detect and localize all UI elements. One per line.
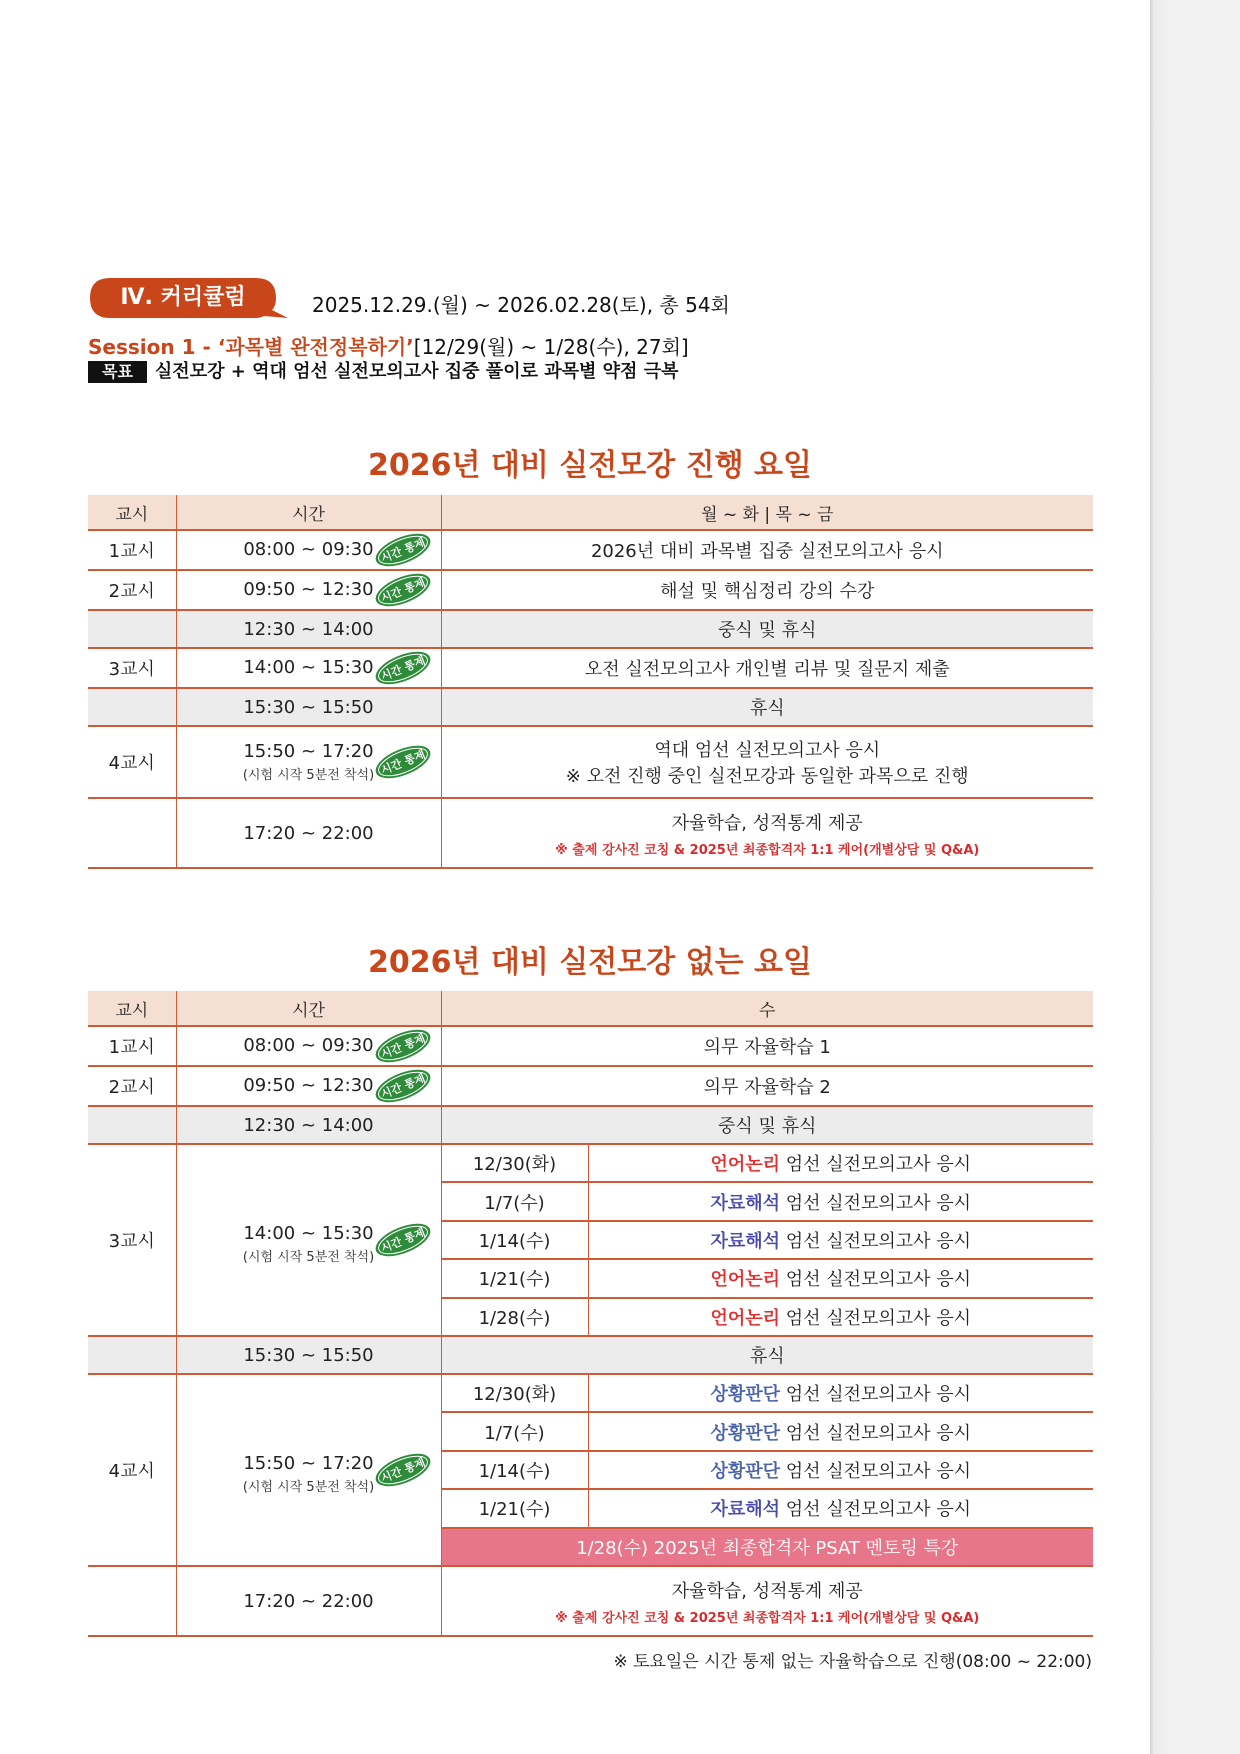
svg-text:시간 통제: 시간 통제: [378, 575, 427, 606]
svg-text:시간 통제: 시간 통제: [378, 1031, 427, 1062]
exam-cell: [588, 1451, 1093, 1489]
table-row: [88, 1066, 1093, 1106]
exam-text: 엄선 실전모의고사 응시: [780, 1307, 972, 1329]
goal-tag: 목표: [88, 361, 147, 383]
content-cell: 의무 자율학습 1: [441, 1026, 1093, 1066]
time-cell: 14:00 ~ 15:30: [243, 657, 374, 678]
date-cell: 1/7(수): [441, 1182, 588, 1220]
time-cell: 15:30 ~ 15:50: [176, 1336, 441, 1374]
table-header-row: [88, 991, 1093, 1026]
header-day: 수: [441, 991, 1093, 1026]
header-period: 교시: [88, 991, 176, 1026]
period-cell: [88, 1566, 176, 1636]
table-row: [88, 530, 1093, 570]
content-cell: 자율학습, 성적통계 제공: [671, 1580, 863, 1602]
table-header-row: [88, 495, 1093, 530]
session-label: Session 1 - ‘과목별 완전정복하기’: [88, 335, 414, 359]
svg-text:시간 통제: 시간 통제: [378, 1225, 427, 1256]
svg-text:시간 통제: 시간 통제: [378, 535, 427, 566]
time-control-stamp: [371, 648, 435, 688]
time-cell: 17:20 ~ 22:00: [176, 1566, 441, 1636]
content-cell: 해설 및 핵심정리 강의 수강: [441, 570, 1093, 610]
time-control-stamp: [371, 530, 435, 570]
period-cell: 2교시: [88, 1066, 176, 1106]
exam-text: 엄선 실전모의고사 응시: [780, 1422, 972, 1444]
time-cell: 17:20 ~ 22:00: [176, 798, 441, 868]
schedule-table-no-lecture-days: [88, 991, 1093, 1637]
table1-title: 2026년 대비 실전모강 진행 요일: [367, 448, 813, 483]
curriculum-period: 2025.12.29.(월) ~ 2026.02.28(토), 총 54회: [312, 293, 730, 317]
curriculum-badge: [88, 276, 288, 320]
svg-text:시간 통제: 시간 통제: [378, 1071, 427, 1102]
time-cell: 15:50 ~ 17:20: [243, 1453, 374, 1474]
content-cell: 중식 및 휴식: [441, 610, 1093, 648]
session-dates: [12/29(월) ~ 1/28(수), 27회]: [413, 335, 689, 359]
period-cell: [88, 1336, 176, 1374]
time-control-stamp: [371, 1450, 435, 1490]
header-time: 시간: [176, 991, 441, 1026]
content-cell: 2026년 대비 과목별 집중 실전모의고사 응시: [441, 530, 1093, 570]
time-control-stamp: [371, 742, 435, 782]
table-row: [88, 688, 1093, 726]
date-cell: 1/21(수): [441, 1259, 588, 1297]
period-cell: [88, 798, 176, 868]
table-row: [88, 610, 1093, 648]
content-cell: 휴식: [441, 688, 1093, 726]
period-cell: 2교시: [88, 570, 176, 610]
subject-label: 상황판단: [710, 1384, 780, 1406]
subject-label: 상황판단: [710, 1460, 780, 1482]
period-cell: 1교시: [88, 530, 176, 570]
time-cell: 12:30 ~ 14:00: [176, 610, 441, 648]
content-note: ※ 오전 진행 중인 실전모강과 동일한 과목으로 진행: [565, 766, 969, 787]
subject-label: 자료해석: [710, 1192, 780, 1214]
exam-text: 엄선 실전모의고사 응시: [780, 1499, 972, 1521]
time-subnote: (시험 시작 5분전 착석): [242, 768, 375, 783]
date-cell: 1/14(수): [441, 1221, 588, 1259]
page-margin: [1150, 0, 1240, 1754]
badge-label: Ⅳ. 커리큘럼: [120, 285, 246, 310]
subject-label: 상황판단: [710, 1422, 780, 1444]
time-control-stamp: [371, 570, 435, 610]
header-period: 교시: [88, 495, 176, 530]
time-cell: 15:50 ~ 17:20: [243, 741, 374, 762]
subject-label: 언어논리: [710, 1269, 780, 1291]
subject-label: 자료해석: [710, 1230, 780, 1252]
saturday-footnote: ※ 토요일은 시간 통제 없는 자율학습으로 진행(08:00 ~ 22:00): [613, 1652, 1092, 1672]
mentoring-special-cell: 1/28(수) 2025년 최종합격자 PSAT 멘토링 특강: [441, 1528, 1093, 1566]
period-cell: 1교시: [88, 1026, 176, 1066]
content-cell: 역대 엄선 실전모의고사 응시: [654, 740, 881, 761]
period-cell: 3교시: [88, 648, 176, 688]
exam-cell: [588, 1221, 1093, 1259]
table-row: [88, 1144, 1093, 1182]
exam-cell: [588, 1298, 1093, 1336]
content-cell: 중식 및 휴식: [441, 1106, 1093, 1144]
time-control-stamp: [371, 1066, 435, 1106]
time-cell: 15:30 ~ 15:50: [176, 688, 441, 726]
exam-text: 엄선 실전모의고사 응시: [780, 1269, 972, 1291]
date-cell: 12/30(화): [441, 1374, 588, 1412]
period-cell: [88, 610, 176, 648]
exam-cell: [588, 1182, 1093, 1220]
coaching-note: ※ 출제 강사진 코칭 & 2025년 최종합격자 1:1 케어(개별상담 및 Q&A): [555, 842, 980, 858]
time-cell: 12:30 ~ 14:00: [176, 1106, 441, 1144]
table-row: [88, 1336, 1093, 1374]
content-cell: 의무 자율학습 2: [441, 1066, 1093, 1106]
svg-text:시간 통제: 시간 통제: [378, 1455, 427, 1486]
session-title: [88, 331, 689, 360]
schedule-table-lecture-days: [88, 495, 1093, 869]
coaching-note: ※ 출제 강사진 코칭 & 2025년 최종합격자 1:1 케어(개별상담 및 Q&A): [555, 1610, 980, 1626]
table-row: [88, 1026, 1093, 1066]
exam-text: 엄선 실전모의고사 응시: [780, 1230, 972, 1252]
svg-text:시간 통제: 시간 통제: [378, 747, 427, 778]
time-cell: 08:00 ~ 09:30: [243, 539, 374, 560]
period-cell: 3교시: [88, 1144, 176, 1336]
date-cell: 1/14(수): [441, 1451, 588, 1489]
date-cell: 1/28(수): [441, 1298, 588, 1336]
table-row: [88, 1106, 1093, 1144]
date-cell: 1/21(수): [441, 1489, 588, 1527]
subject-label: 언어논리: [710, 1307, 780, 1329]
period-cell: 4교시: [88, 726, 176, 798]
time-control-stamp: [371, 1220, 435, 1260]
table-row: [88, 798, 1093, 868]
time-cell: 09:50 ~ 12:30: [243, 579, 374, 600]
subject-label: 언어논리: [710, 1154, 780, 1176]
table2-title: 2026년 대비 실전모강 없는 요일: [367, 945, 813, 980]
exam-cell: [588, 1374, 1093, 1412]
content-cell: 오전 실전모의고사 개인별 리뷰 및 질문지 제출: [441, 648, 1093, 688]
header-days: 월 ~ 화 | 목 ~ 금: [441, 495, 1093, 530]
table-row: [88, 1566, 1093, 1636]
goal-line: [88, 361, 679, 383]
table-row: [88, 726, 1093, 798]
content-cell: 휴식: [441, 1336, 1093, 1374]
period-cell: [88, 1106, 176, 1144]
time-cell: 08:00 ~ 09:30: [243, 1035, 374, 1056]
period-cell: 4교시: [88, 1374, 176, 1566]
time-cell: 09:50 ~ 12:30: [243, 1075, 374, 1096]
svg-text:시간 통제: 시간 통제: [378, 653, 427, 684]
content-cell: 자율학습, 성적통계 제공: [671, 812, 863, 834]
date-cell: 1/7(수): [441, 1412, 588, 1450]
time-cell: 14:00 ~ 15:30: [243, 1223, 374, 1244]
table-row: [88, 570, 1093, 610]
exam-cell: [588, 1144, 1093, 1182]
time-control-stamp: [371, 1026, 435, 1066]
exam-cell: [588, 1259, 1093, 1297]
exam-text: 엄선 실전모의고사 응시: [780, 1460, 972, 1482]
exam-text: 엄선 실전모의고사 응시: [780, 1192, 972, 1214]
subject-label: 자료해석: [710, 1499, 780, 1521]
exam-text: 엄선 실전모의고사 응시: [780, 1384, 972, 1406]
table-row: [88, 1374, 1093, 1412]
period-cell: [88, 688, 176, 726]
exam-cell: [588, 1412, 1093, 1450]
date-cell: 12/30(화): [441, 1144, 588, 1182]
time-subnote: (시험 시작 5분전 착석): [242, 1250, 375, 1265]
time-subnote: (시험 시작 5분전 착석): [242, 1480, 375, 1495]
header-time: 시간: [176, 495, 441, 530]
exam-text: 엄선 실전모의고사 응시: [780, 1154, 972, 1176]
goal-text: 실전모강 + 역대 엄선 실전모의고사 집중 풀이로 과목별 약점 극복: [154, 361, 679, 382]
table-row: [88, 648, 1093, 688]
exam-cell: [588, 1489, 1093, 1527]
